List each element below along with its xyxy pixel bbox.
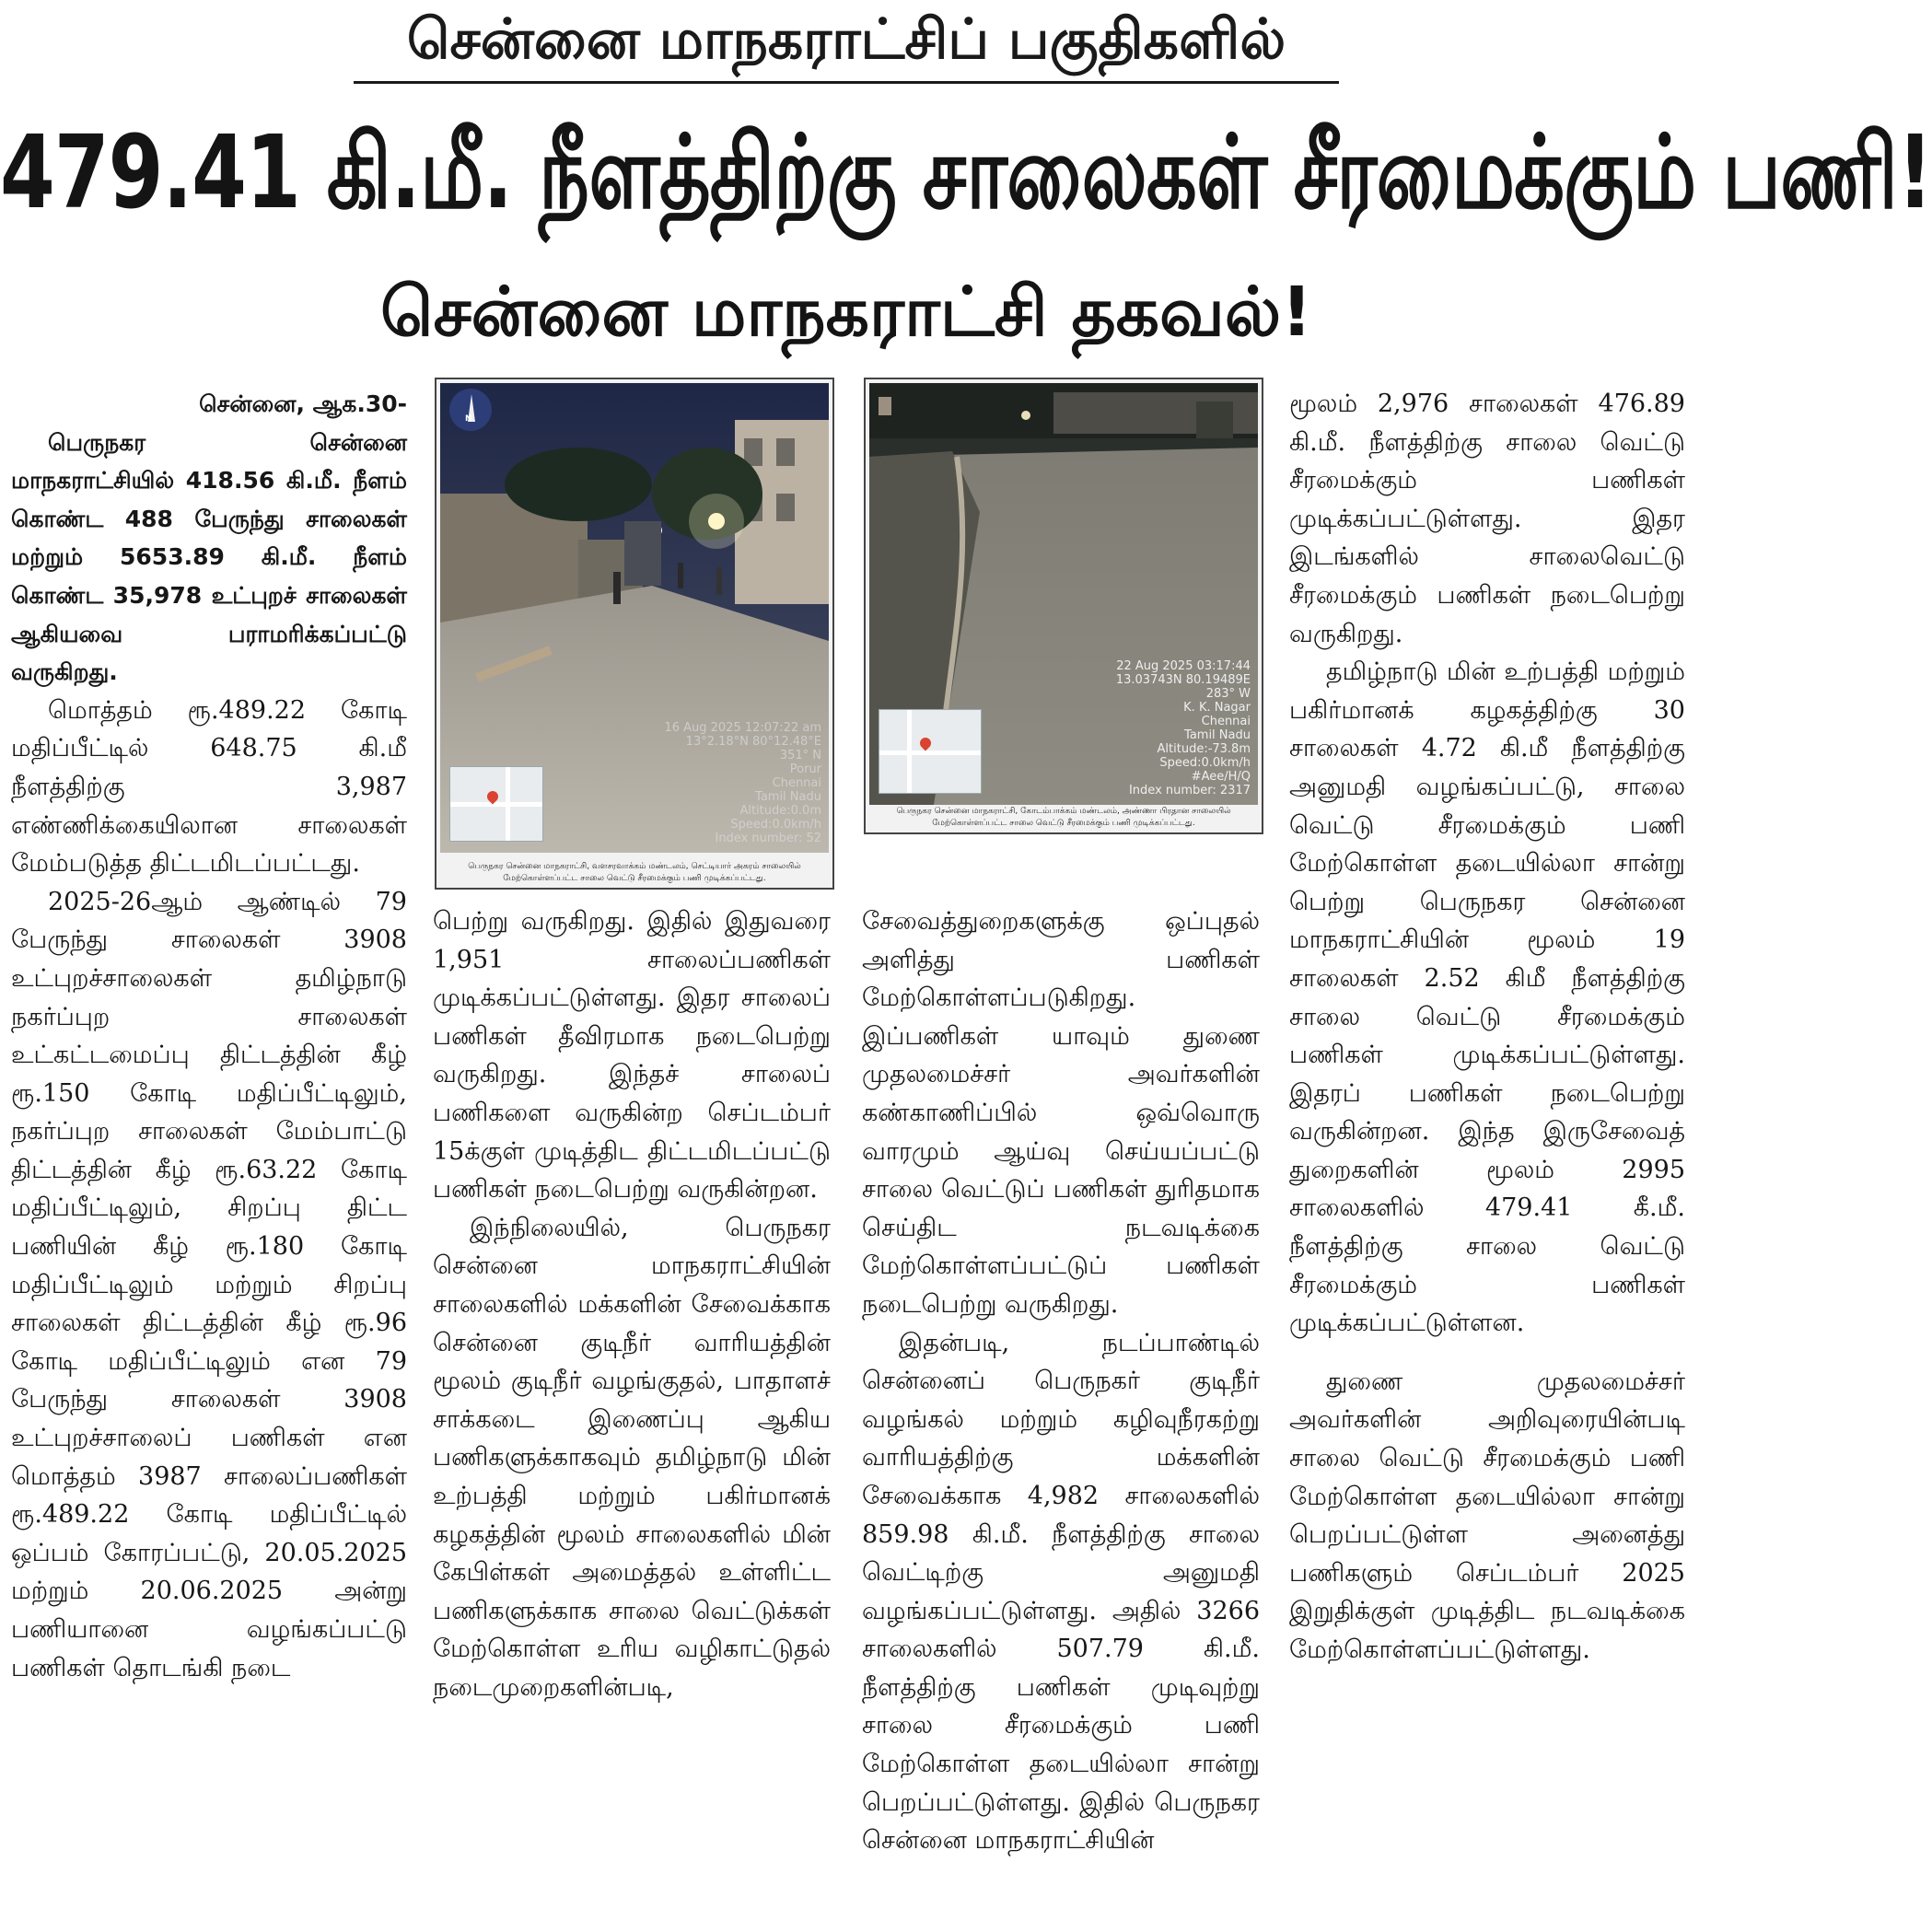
paragraph: மொத்தம் ரூ.489.22 கோடி மதிப்பீட்டில் 648.75 கி.மீ நீளத்திற்கு 3,987 எண்ணிக்கையிலான சாலைகள் மேம்படுத்த திட்டமிடப்பட்டது. <box>11 695 407 879</box>
article-column-3 <box>862 902 1260 1928</box>
lead-paragraph: பெருநகர சென்னை மாநகராட்சியில் 418.56 கி.மீ. நீளம் கொண்ட 488 பேருந்து சாலைகள் மற்றும் 5653.89 கி.மீ. நீளம் கொண்ட 35,978 உட்புறச் சாலைகள் ஆகியவை பராமரிக்கப்பட்டு வருகிறது. <box>11 428 407 686</box>
subheadline: சென்னை மாநகராட்சி தகவல்! <box>380 273 1312 352</box>
paragraph: இந்நிலையில், பெருநகர சென்னை மாநகராட்சியின் சாலைகளில் மக்களின் சேவைக்காக சென்னை குடிநீர் வாரியத்தின் மூலம் குடிநீர் வழங்குதல், பாதாளச் சாக்கடை இணைப்பு ஆகிய பணிகளுக்காகவும் தமிழ்நாடு மின் உற்பத்தி மற்றும் பகிர்மானக் கழகத்தின் மூலம் சாலைகளில் மின் கேபிள்கள் அமைத்தல் உள்ளிட்ட பணிகளுக்காக சாலை வெட்டுக்கள் மேற்கொள்ள உரிய வழிகாட்டுதல் நடைமுறைகளின்படி, <box>433 1213 831 1702</box>
paragraph: 2025-26ஆம் ஆண்டில் 79 பேருந்து சாலைகள் 3908 உட்புறச்சாலைகள் தமிழ்நாடு நகர்ப்புற சாலைகள் உட்கட்டமைப்பு திட்டத்தின் கீழ் ரூ.150 கோடி மதிப்பீட்டிலும், நகர்ப்புற சாலைகள் மேம்பாட்டு திட்டத்தின் கீழ் ரூ.63.22 கோடி மதிப்பீட்டிலும், சிறப்பு திட்ட பணியின் கீழ் ரூ.180 கோடி மதிப்பீட்டிலும் மற்றும் சிறப்பு சாலைகள் திட்டத்தின் கீழ் ரூ.96 கோடி மதிப்பீட்டிலும் என 79 பேருந்து சாலைகள் 3908 உட்புறச்சாலைப் பணிகள் என மொத்தம் 3987 சாலைப்பணிகள் ரூ.489.22 கோடி மதிப்பீட்டில் ஒப்பம் கோரப்பட்டு, 20.05.2025 மற்றும் 20.06.2025 அன்று பணியானை வழங்கப்பட்டு பணிகள் தொடங்கி நடை <box>11 887 407 1682</box>
paragraph: பெற்று வருகிறது. இதில் இதுவரை 1,951 சாலைப்பணிகள் முடிக்கப்பட்டுள்ளது. இதர சாலைப் பணிகள் தீவிரமாக நடைபெற்று வருகிறது. இந்தச் சாலைப் பணிகளை வருகின்ற செப்டம்பர் 15க்குள் முடித்திட திட்டமிடப்பட்டு பணிகள் நடைபெற்று வருகின்றன. <box>433 907 831 1205</box>
photo-1-image <box>440 383 829 853</box>
paragraph: சேவைத்துறைகளுக்கு ஒப்புதல் அளித்து பணிகள் மேற்கொள்ளப்படுகிறது. இப்பணிகள் யாவும் துணை முதலமைச்சர் அவர்களின் கண்காணிப்பில் ஒவ்வொரு வாரமும் ஆய்வு செய்யப்பட்டு சாலை வெட்டுப் பணிகள் துரிதமாக செய்திட நடவடிக்கை மேற்கொள்ளப்பட்டுப் பணிகள் நடைபெற்று வருகிறது. <box>862 907 1260 1319</box>
headline: 479.41 கி.மீ. நீளத்திற்கு சாலைகள் சீரமைக்கும் பணி! <box>0 114 1932 232</box>
photo-stamp: 16 Aug 2025 12:07:22 am 13°2.18°N 80°12.48°E 351° N Porur Chennai Tamil Nadu Altitude:0.0m Speed:0.0km/h Index number: 52 <box>664 721 821 845</box>
compass-icon: N <box>449 389 492 431</box>
map-thumbnail <box>449 766 543 842</box>
kicker-underline <box>354 81 1339 84</box>
article-column-1 <box>11 385 407 1928</box>
map-thumbnail <box>879 709 982 794</box>
news-photo-1 <box>435 378 834 890</box>
article-column-2 <box>433 902 831 1928</box>
photo-caption: பெருநகர சென்னை மாநகராட்சி, கோடம்பாக்கம் மண்டலம், அண்ணா பிரதான சாலையில் மேற்கொள்ளப்பட்ட சாலை வெட்டு சீரமைக்கும் பணி முடிக்கப்பட்டது. <box>896 807 1231 828</box>
paragraph: இதன்படி, நடப்பாண்டில் சென்னைப் பெருநகர் குடிநீர் வழங்கல் மற்றும் கழிவுநீரகற்று வாரியத்திற்கு மக்களின் சேவைக்காக 4,982 சாலைகளில் 859.98 கி.மீ. நீளத்திற்கு சாலை வெட்டிற்கு அனுமதி வழங்கப்பட்டுள்ளது. அதில் 3266 சாலைகளில் 507.79 கி.மீ. நீளத்திற்கு பணிகள் முடிவுற்று சாலை சீரமைக்கும் பணி மேற்கொள்ள தடையில்லா சான்று பெறப்பட்டுள்ளது. இதில் பெருநகர சென்னை மாநகராட்சியின் <box>862 1328 1260 1856</box>
photo-caption: பெருநகர சென்னை மாநகராட்சி, வளசரவாக்கம் மண்டலம், செட்டியார் அகரம் சாலையில் மேற்கொள்ளப்பட்ட சாலை வெட்டு சீரமைக்கும் பணி முடிக்கப்பட்டது. <box>468 862 801 883</box>
photo-stamp: 22 Aug 2025 03:17:44 13.03743N 80.19489E 283° W K. K. Nagar Chennai Tamil Nadu Altitude:-73.8m Speed:0.0km/h #Aee/H/Q Index number: 2317 <box>1115 659 1251 797</box>
kicker-heading: சென்னை மாநகராட்சிப் பகுதிகளில் <box>406 7 1286 72</box>
paragraph: துணை முதலமைச்சர் அவர்களின் அறிவுரையின்படி சாலை வெட்டு சீரமைக்கும் பணி மேற்கொள்ள தடையில்லா சான்று பெறப்பட்டுள்ள அனைத்து பணிகளும் செப்டம்பர் 2025 இறுதிக்குள் முடித்திட நடவடிக்கை மேற்கொள்ளப்பட்டுள்ளது. <box>1289 1367 1685 1664</box>
article-column-4 <box>1289 385 1685 1928</box>
dateline: சென்னை, ஆக.30- <box>199 390 407 417</box>
paragraph: மூலம் 2,976 சாலைகள் 476.89 கி.மீ. நீளத்திற்கு சாலை வெட்டு சீரமைக்கும் பணிகள் முடிக்கப்பட்டுள்ளது. இதர இடங்களில் சாலைவெட்டு சீரமைக்கும் பணிகள் நடைபெற்று வருகிறது. <box>1289 390 1685 648</box>
photo-2-image <box>869 383 1258 805</box>
news-photo-2 <box>864 378 1263 834</box>
paragraph: தமிழ்நாடு மின் உற்பத்தி மற்றும் பகிர்மானக் கழகத்திற்கு 30 சாலைகள் 4.72 கி.மீ நீளத்திற்கு அனுமதி வழங்கப்பட்டு, சாலை வெட்டு சீரமைக்கும் பணி மேற்கொள்ள தடையில்லா சான்று பெற்று பெருநகர சென்னை மாநகராட்சியின் மூலம் 19 சாலைகள் 2.52 கிமீ நீளத்திற்கு சாலை வெட்டு சீரமைக்கும் பணிகள் முடிக்கப்பட்டுள்ளது. இதரப் பணிகள் நடைபெற்று வருகின்றன. இந்த இருசேவைத் துறைகளின் மூலம் 2995 சாலைகளில் 479.41 கீ.மீ. நீளத்திற்கு சாலை வெட்டு சீரமைக்கும் பணிகள் முடிக்கப்பட்டுள்ளன. <box>1289 658 1685 1338</box>
